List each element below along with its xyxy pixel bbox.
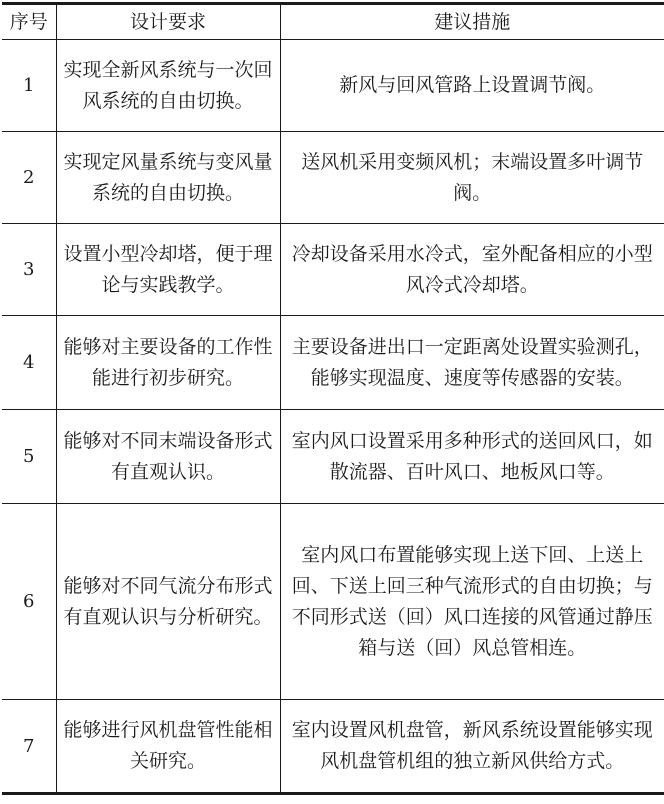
header-measure: 建议措施 <box>280 4 664 40</box>
design-requirements-table <box>2 2 664 795</box>
row-number: 5 <box>2 410 56 504</box>
row-measure: 新风与回风管路上设置调节阀。 <box>280 40 664 132</box>
row-requirement: 实现全新风系统与一次回风系统的自由切换。 <box>56 40 280 132</box>
row-requirement: 能够对主要设备的工作性能进行初步研究。 <box>56 316 280 410</box>
table-row <box>2 40 664 132</box>
table-row <box>2 700 664 794</box>
row-requirement: 能够对不同末端设备形式有直观认识。 <box>56 410 280 504</box>
row-number: 2 <box>2 132 56 224</box>
table-row <box>2 410 664 504</box>
row-number: 7 <box>2 700 56 794</box>
row-measure: 室内风口设置采用多种形式的送回风口，如散流器、百叶风口、地板风口等。 <box>280 410 664 504</box>
row-requirement: 能够对不同气流分布形式有直观认识与分析研究。 <box>56 504 280 700</box>
table-row <box>2 224 664 316</box>
row-measure: 室内风口布置能够实现上送下回、上送上回、下送上回三种气流形式的自由切换；与不同形式送（回）风口连接的风管通过静压箱与送（回）风总管相连。 <box>280 504 664 700</box>
header-row <box>2 4 664 40</box>
row-number: 6 <box>2 504 56 700</box>
header-requirement: 设计要求 <box>56 4 280 40</box>
row-requirement: 实现定风量系统与变风量系统的自由切换。 <box>56 132 280 224</box>
table-row <box>2 132 664 224</box>
row-requirement: 设置小型冷却塔，便于理论与实践教学。 <box>56 224 280 316</box>
row-number: 1 <box>2 40 56 132</box>
row-requirement: 能够进行风机盘管性能相关研究。 <box>56 700 280 794</box>
row-number: 3 <box>2 224 56 316</box>
row-measure: 冷却设备采用水冷式，室外配备相应的小型风冷式冷却塔。 <box>280 224 664 316</box>
row-measure: 送风机采用变频风机；末端设置多叶调节阀。 <box>280 132 664 224</box>
table-row <box>2 504 664 700</box>
row-measure: 室内设置风机盘管，新风系统设置能够实现风机盘管机组的独立新风供给方式。 <box>280 700 664 794</box>
row-measure: 主要设备进出口一定距离处设置实验测孔，能够实现温度、速度等传感器的安装。 <box>280 316 664 410</box>
row-number: 4 <box>2 316 56 410</box>
header-no: 序号 <box>2 4 56 40</box>
table-row <box>2 316 664 410</box>
